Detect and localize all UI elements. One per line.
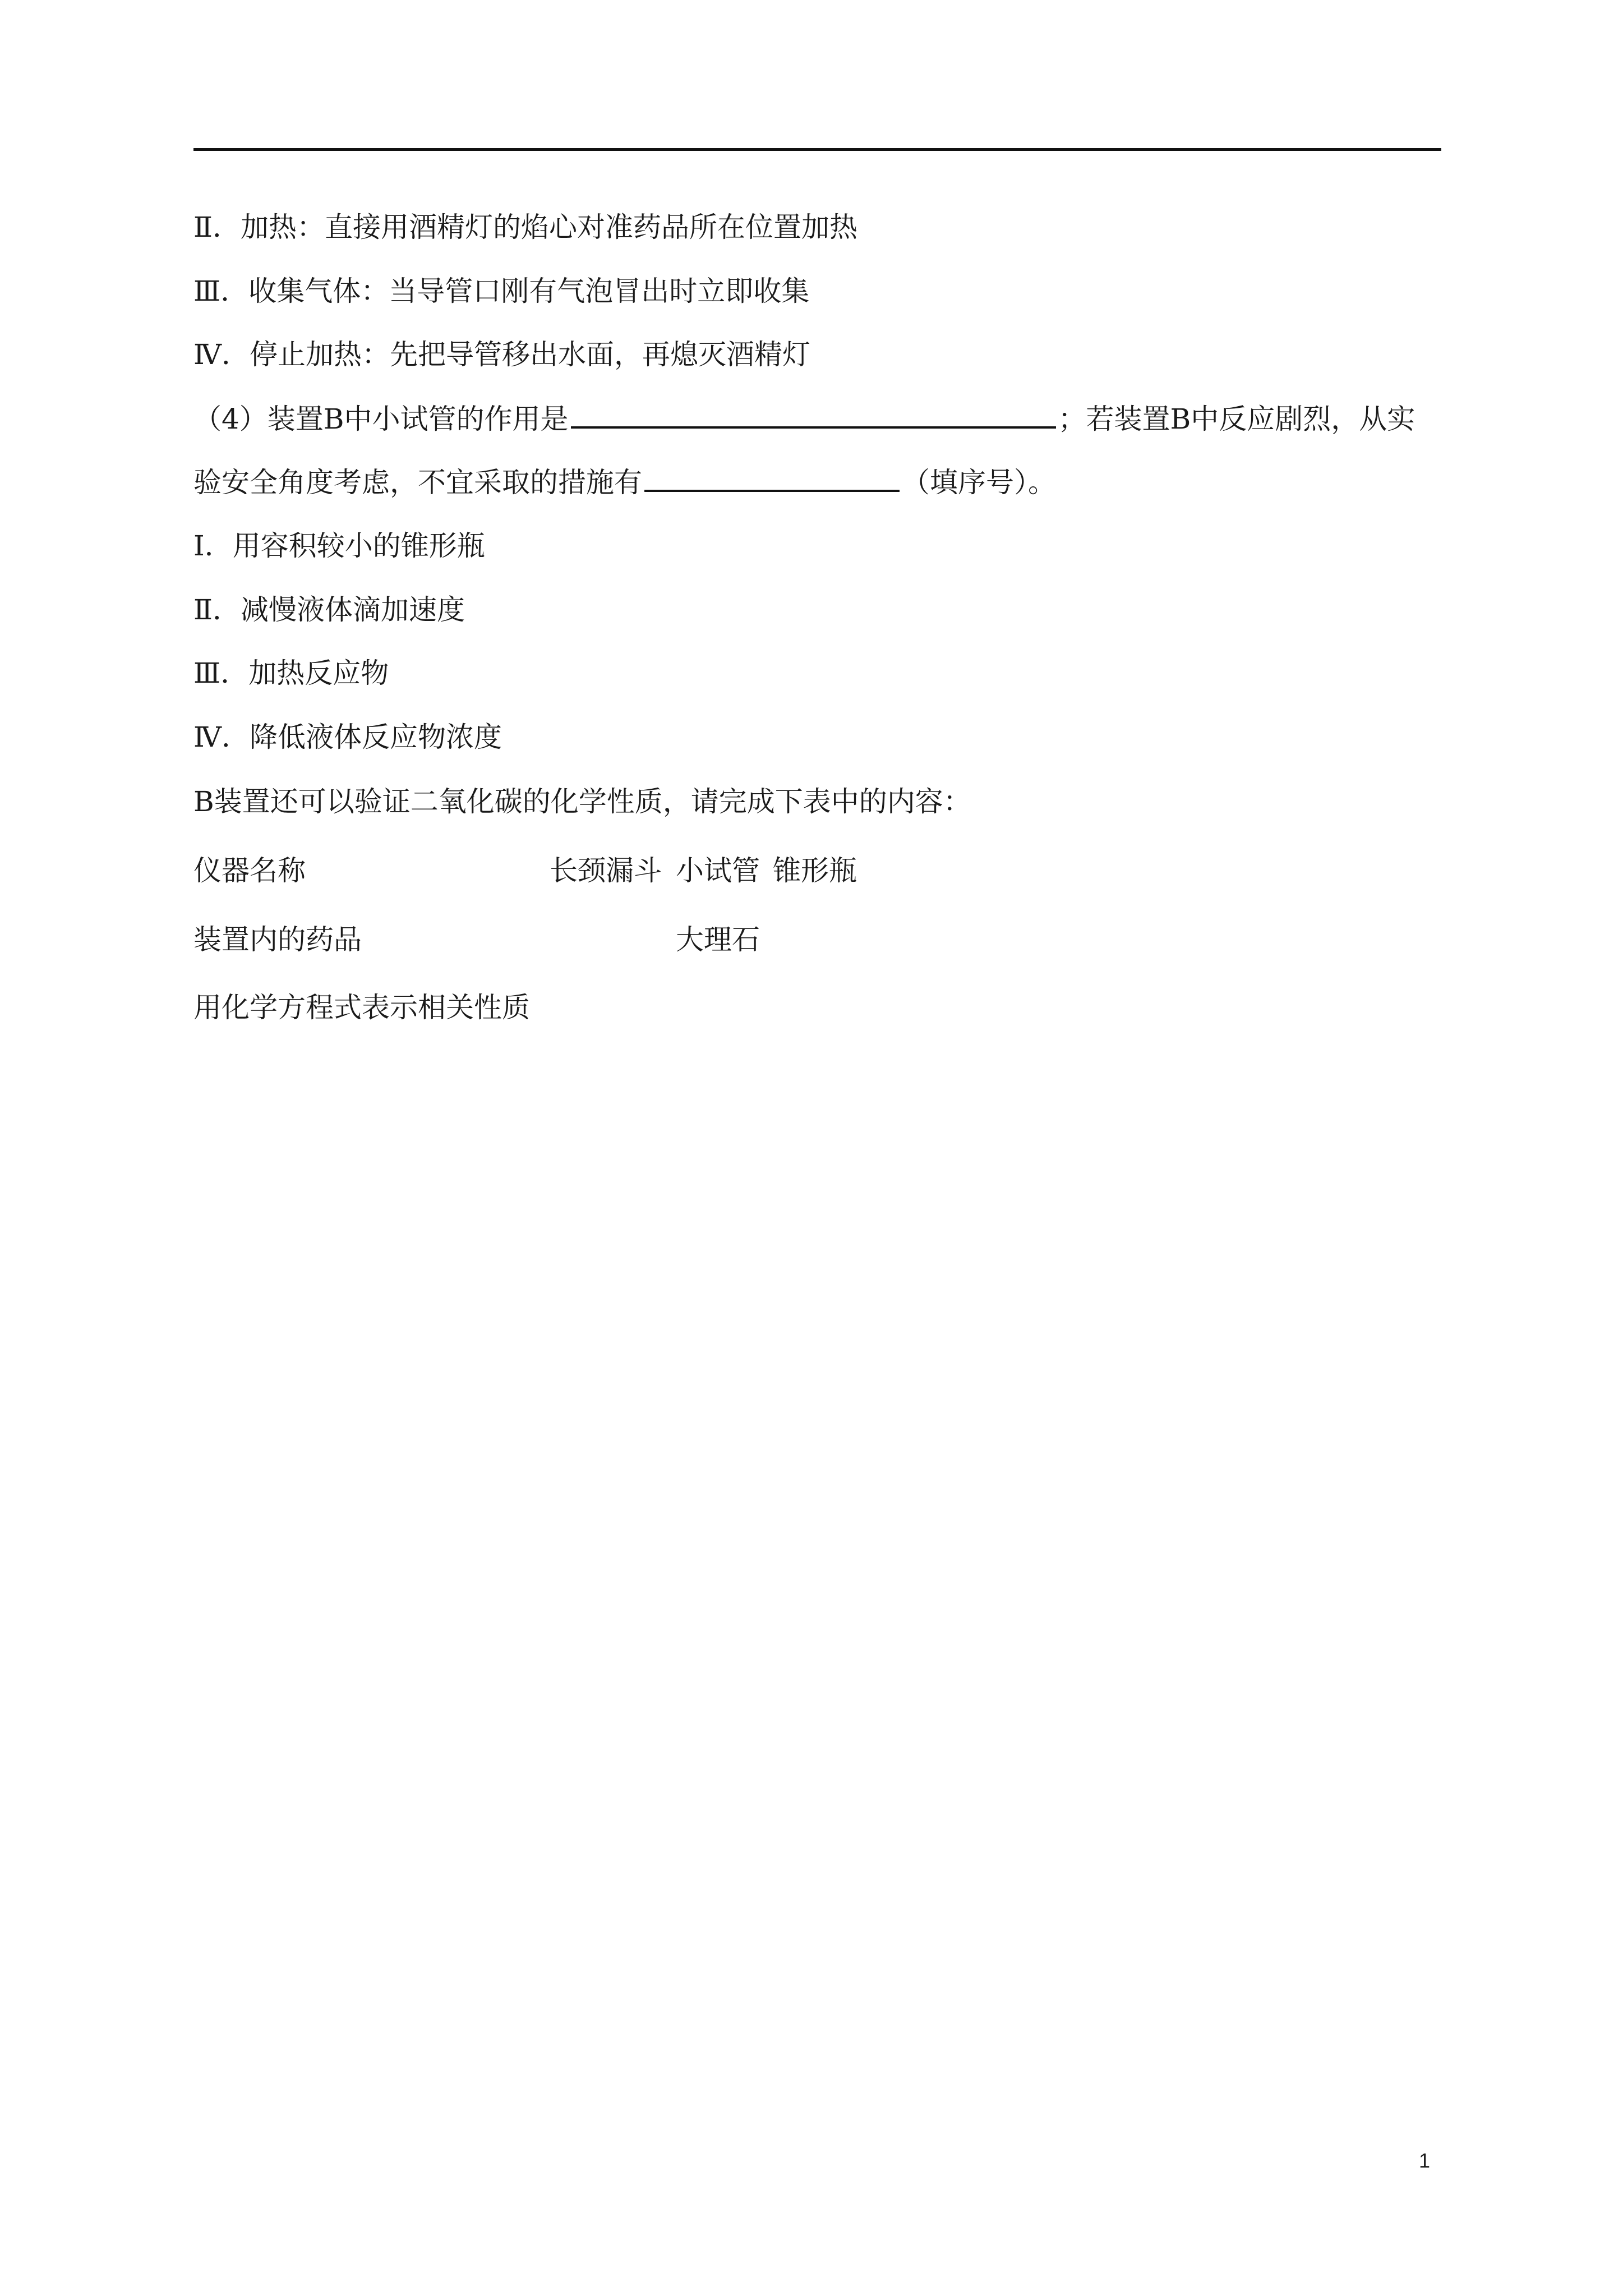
question-4-text-d: （填序号）。: [902, 466, 1056, 499]
option-3: Ⅲ．加热反应物: [193, 657, 389, 689]
table-row1-label: 仪器名称: [193, 854, 306, 887]
answer-blank-measures[interactable]: [644, 464, 900, 492]
answer-blank-tube-purpose[interactable]: [571, 401, 1056, 429]
question-4-text-b: ；若装置B中反应剧烈，从实: [1058, 403, 1415, 435]
question-4-text-a: （4）装置B中小试管的作用是: [193, 403, 569, 435]
option-2: Ⅱ．减慢液体滴加速度: [193, 593, 465, 626]
step-line-collect-gas: Ⅲ．收集气体：当导管口刚有气泡冒出时立即收集: [193, 275, 810, 307]
question-4-line-1: [193, 401, 1444, 437]
table-col-flask: 锥形瓶: [773, 854, 857, 887]
table-row2-value: 大理石: [676, 923, 760, 956]
table-row3-label: 用化学方程式表示相关性质: [193, 991, 530, 1024]
table-row2-label: 装置内的药品: [193, 923, 362, 956]
question-4-text-c: 验安全角度考虑，不宜采取的措施有: [193, 466, 642, 499]
option-1: Ⅰ．用容积较小的锥形瓶: [193, 530, 485, 562]
step-line-stop-heating: Ⅳ．停止加热：先把导管移出水面，再熄灭酒精灯: [193, 338, 810, 371]
table-intro: B装置还可以验证二氧化碳的化学性质，请完成下表中的内容：: [193, 785, 971, 818]
step-line-heating: Ⅱ．加热：直接用酒精灯的焰心对准药品所在位置加热: [193, 211, 857, 243]
table-col-small-tube: 小试管: [676, 854, 760, 887]
question-4-line-2: [193, 464, 1444, 500]
table-col-funnel: 长颈漏斗: [550, 854, 662, 887]
header-rule: [193, 148, 1441, 151]
option-4: Ⅳ．降低液体反应物浓度: [193, 721, 502, 753]
page-number: 1: [1419, 2149, 1431, 2172]
